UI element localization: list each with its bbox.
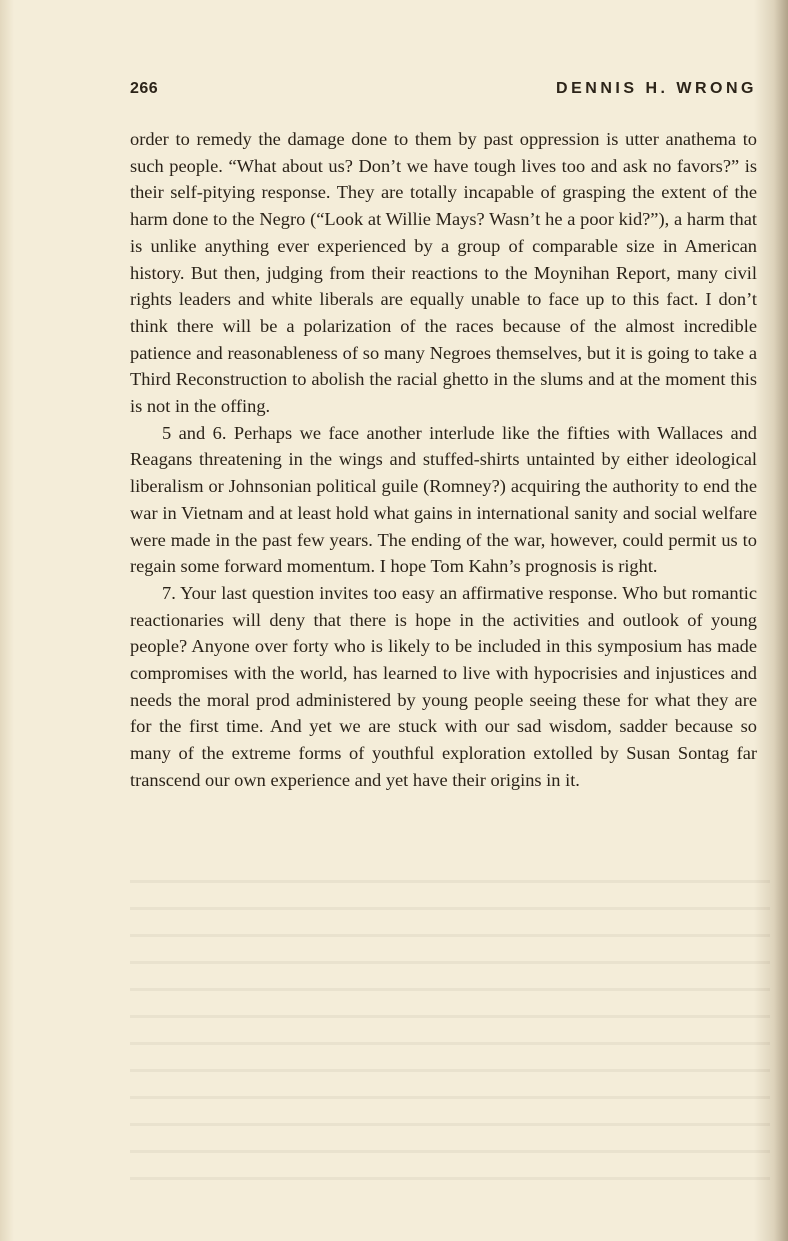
paragraph-answer-7: 7. Your last question invites too easy an affirmative response. Who but romantic reactionaries will deny that there is hope in the activities and outlook of young people? Anyone over forty who is likely to be included in this symposium has made compromises with the world, has learned to live with hypocrisies and injustices and needs the moral prod administered by young people seeing these for what they are for the first time. And yet we are stuck with our sad wisdom, sadder because so many of the extreme forms of youthful exploration extolled by Susan Sontag far transcend our own experience and yet have their origins in it.	[130, 582, 757, 790]
show-through-texture	[130, 880, 770, 1200]
body-text	[130, 126, 757, 794]
running-head-author: DENNIS H. WRONG	[556, 80, 757, 97]
paragraph-answer-5-6: 5 and 6. Perhaps we face another interlude like the fifties with Wallaces and Reagans threatening in the wings and stuffed-shirts untainted by either ideological liberalism or Johnsonian political guile (Romney?) acquiring the authority to end the war in Vietnam and at least hold what gains in international sanity and social welfare were made in the past few years. The ending of the war, however, could permit us to regain some forward momentum. I hope Tom Kahn’s prognosis is right.	[130, 422, 757, 577]
page-number: 266	[130, 80, 159, 97]
page-header	[130, 80, 757, 104]
paragraph-continued: order to remedy the damage done to them by past oppression is utter anathema to such people. “What about us? Don’t we have tough lives too and ask no favors?” is their self-pitying response. They are totally incapable of grasping the extent of the harm done to the Negro (“Look at Willie Mays? Wasn’t he a poor kid?”), a harm that is unlike anything ever experienced by a group of comparable size in American history. But then, judging from their reactions to the Moynihan Report, many civil rights leaders and white liberals are equally unable to face up to this fact. I don’t think there will be a polarization of the races because of the almost incredible patience and reasonableness of so many Negroes themselves, but it is going to take a Third Reconstruction to abolish the racial ghetto in the slums and at the moment this is not in the offing.	[130, 129, 757, 417]
